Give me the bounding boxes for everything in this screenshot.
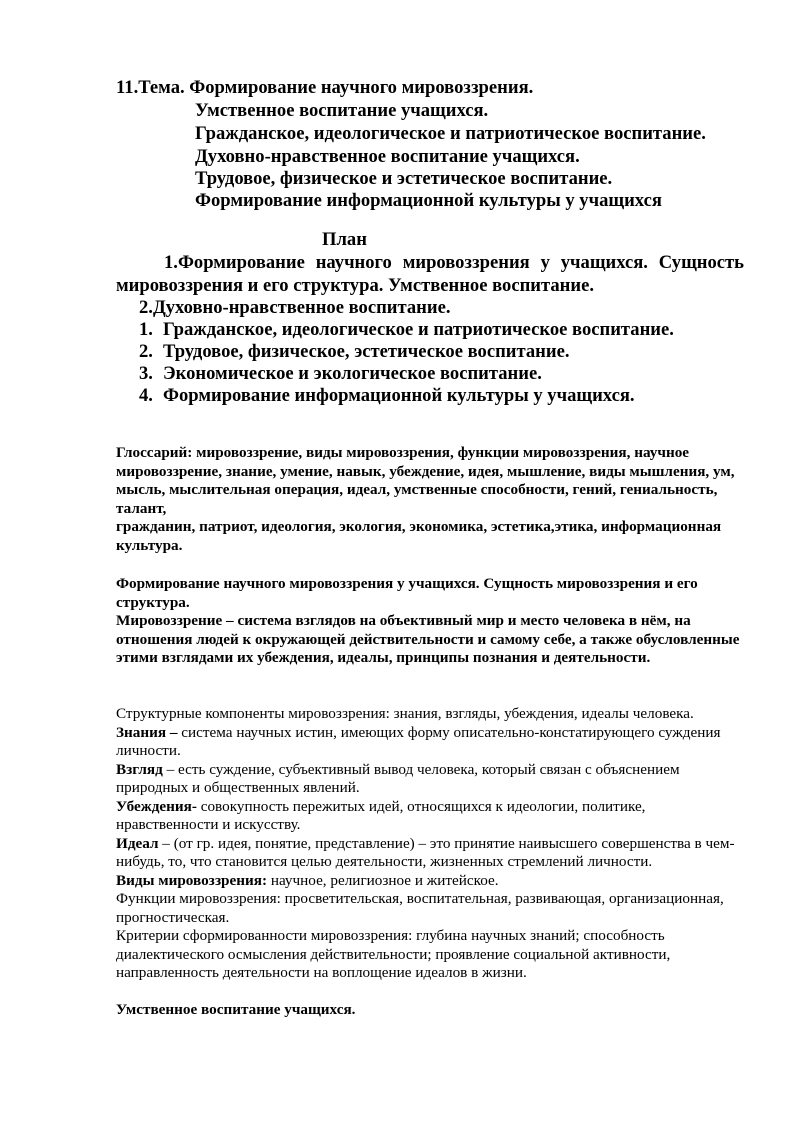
plan-item-1: 1.Формирование научного мировоззрения у учащихся. Сущность мировоззрения и его структура. Умственное воспитание. (116, 252, 744, 296)
topic-line: Гражданское, идеологическое и патриотическое воспитание. (195, 123, 706, 144)
plan-heading: План (322, 229, 367, 250)
functions-paragraph: Функции мировоззрения: просветительская, воспитательная, развивающая, организационная, прогностическая. (116, 890, 724, 926)
plan-list-item: 1. Гражданское, идеологическое и патриотическое воспитание. (139, 319, 674, 340)
view-paragraph: Взгляд – есть суждение, субъективный вывод человека, который связан с объяснением природных и общественных явлений. (116, 760, 680, 796)
glossary-terms: Глоссарий: мировоззрение, виды мировоззрения, функции мировоззрения, научное мировоззрение, знание, умение, навык, убеждение, идея, мышление, виды мышления, ум, мысль, мыслительная операция, идеал, умственные способности, гений, гениальность, талант, (116, 444, 735, 517)
topic-line: Умственное воспитание учащихся. (195, 100, 489, 121)
term: Взгляд (116, 760, 163, 778)
ideal-paragraph: Идеал – (от гр. идея, понятие, представление) – это принятие наивысшего совершенства в чем-нибудь, то, что становится целью деятельности, жизненных стремлений личности. (116, 834, 735, 870)
section-heading: Умственное воспитание учащихся. (116, 1001, 356, 1018)
plan-item-2: 2.Духовно-нравственное воспитание. (139, 297, 451, 318)
worldview-definition: Мировоззрение – система взглядов на объективный мир и место человека в нём, на отношения людей к окружающей действительности и самому себе, а также обусловленные этими взглядами их убеждения, идеалы, принципы познания и деятельности. (116, 612, 740, 666)
topic-line: Формирование информационной культуры у учащихся (195, 190, 662, 211)
term: Виды мировоззрения: (116, 871, 268, 889)
topic-line: Трудовое, физическое и эстетическое воспитание. (195, 168, 613, 189)
glossary-terms-2: гражданин, патриот, идеология, экология, экономика, эстетика,этика, информационная культура. (116, 518, 722, 554)
belief-paragraph: Убеждения- совокупность пережитых идей, относящихся к идеологии, политике, нравственности и искусству. (116, 797, 646, 833)
section-heading: Формирование научного мировоззрения у учащихся. Сущность мировоззрения и его структура. (116, 575, 698, 611)
criteria-paragraph: Критерии сформированности мировоззрения: глубина научных знаний; способность диалектического осмысления действительности; проявление социальной активности, направленность деятельности на воплощение идеалов в жизни. (116, 927, 671, 981)
components-paragraph: Структурные компоненты мировоззрения: знания, взгляды, убеждения, идеалы человека. (116, 705, 694, 722)
plan-list-item: 3. Экономическое и экологическое воспитание. (139, 363, 542, 384)
types-paragraph: Виды мировоззрения: научное, религиозное и житейское. (116, 871, 499, 889)
term: Убеждения- (116, 797, 197, 815)
plan-list-item: 2. Трудовое, физическое, эстетическое воспитание. (139, 341, 570, 362)
glossary (116, 444, 738, 555)
topic-title: 11.Тема. Формирование научного мировоззрения. (116, 77, 534, 98)
knowledge-paragraph: Знания – система научных истин, имеющих форму описательно-констатирующего суждения личности. (116, 723, 721, 759)
body-text (116, 705, 746, 983)
plan-list-item: 4. Формирование информационной культуры у учащихся. (139, 385, 635, 406)
term: Знания – (116, 723, 178, 741)
term: Идеал (116, 834, 159, 852)
topic-line: Духовно-нравственное воспитание учащихся. (195, 146, 580, 167)
